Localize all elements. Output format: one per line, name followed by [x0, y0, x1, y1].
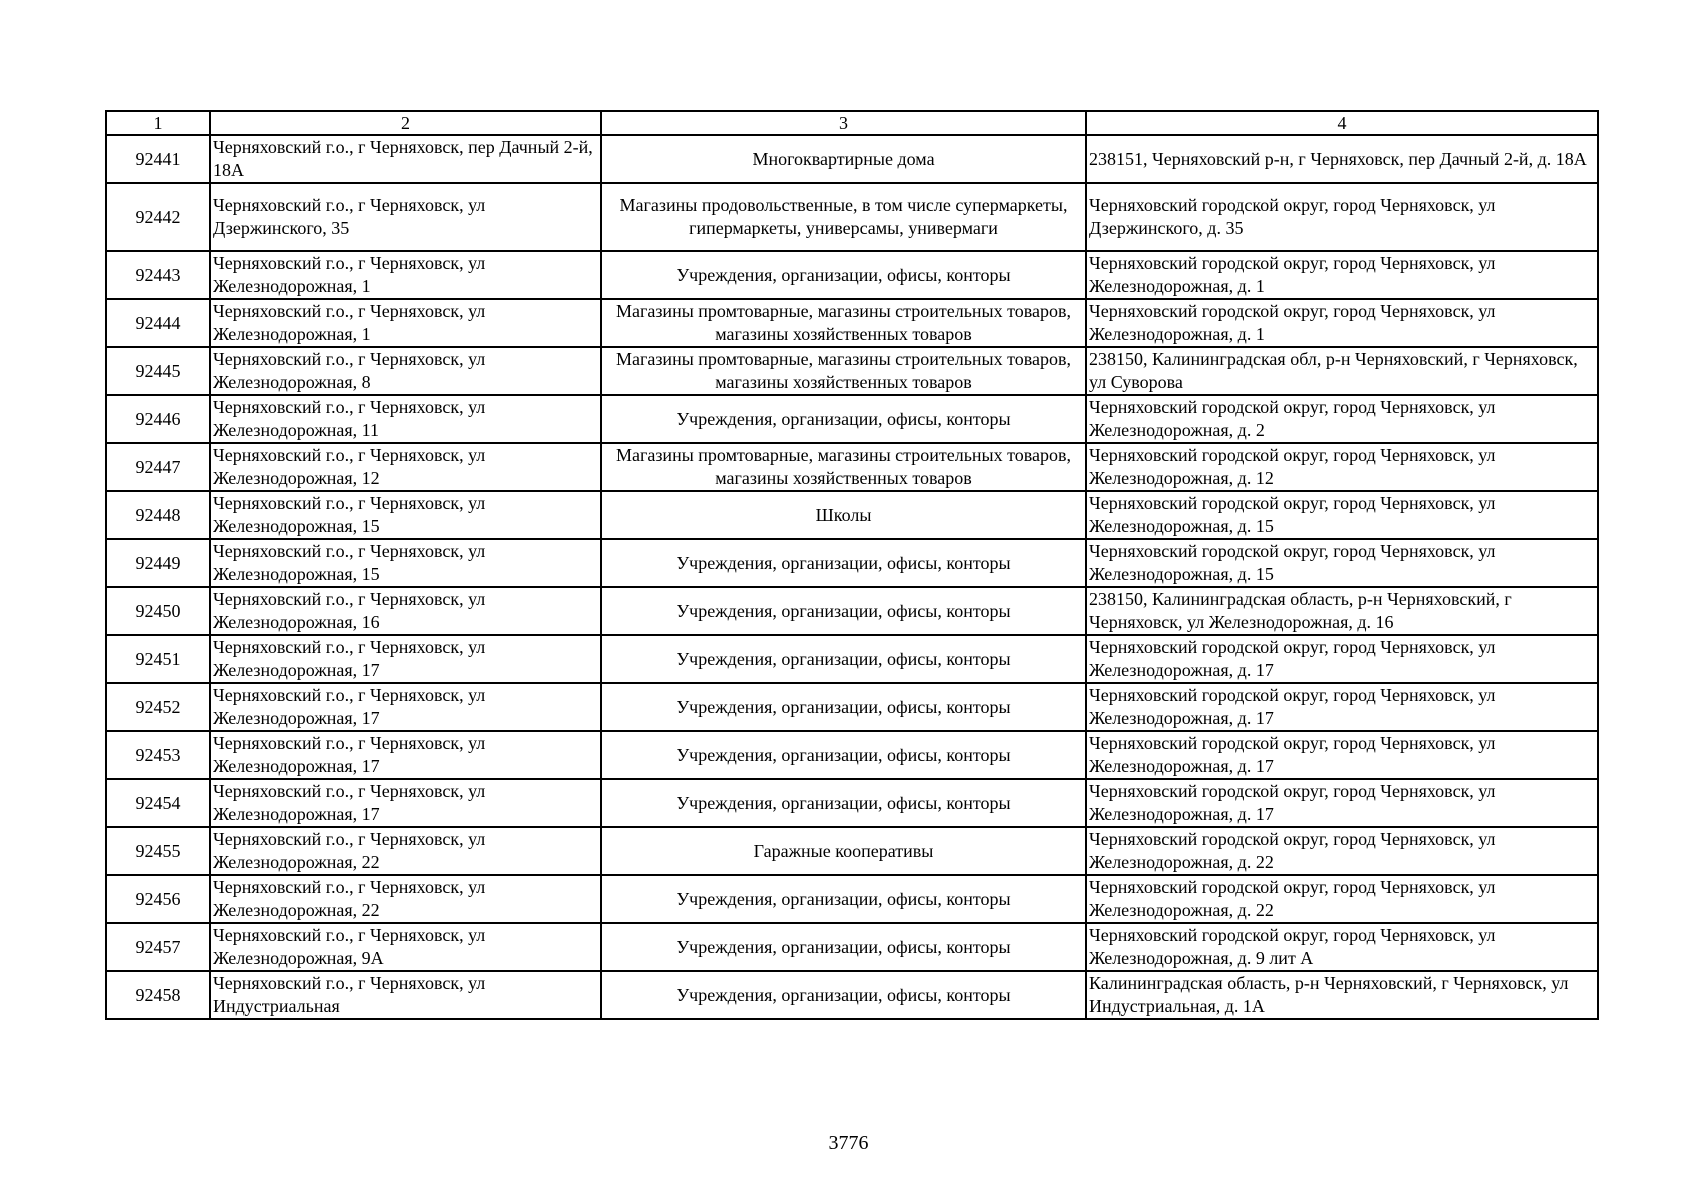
column-header-2: 2	[210, 111, 601, 135]
row-address-cell: Черняховский г.о., г Черняховск, ул Железнодорожная, 11	[210, 395, 601, 443]
row-object-type-cell: Учреждения, организации, офисы, конторы	[601, 683, 1086, 731]
row-address-cell: Черняховский г.о., г Черняховск, ул Железнодорожная, 1	[210, 251, 601, 299]
row-address-cell: Черняховский г.о., г Черняховск, ул Железнодорожная, 22	[210, 827, 601, 875]
row-full-address-cell: Черняховский городской округ, город Черняховск, ул Дзержинского, д. 35	[1086, 183, 1598, 251]
row-address-cell: Черняховский г.о., г Черняховск, ул Железнодорожная, 17	[210, 779, 601, 827]
table-row	[106, 443, 1598, 491]
table-row	[106, 923, 1598, 971]
row-id-cell: 92449	[106, 539, 210, 587]
row-id-cell: 92455	[106, 827, 210, 875]
table-row	[106, 135, 1598, 183]
row-object-type-cell: Гаражные кооперативы	[601, 827, 1086, 875]
row-full-address-cell: Черняховский городской округ, город Черняховск, ул Железнодорожная, д. 22	[1086, 827, 1598, 875]
table-row	[106, 347, 1598, 395]
row-address-cell: Черняховский г.о., г Черняховск, ул Железнодорожная, 17	[210, 635, 601, 683]
row-id-cell: 92452	[106, 683, 210, 731]
column-header-4: 4	[1086, 111, 1598, 135]
table-row	[106, 971, 1598, 1019]
row-address-cell: Черняховский г.о., г Черняховск, ул Железнодорожная, 9А	[210, 923, 601, 971]
row-address-cell: Черняховский г.о., г Черняховск, пер Дачный 2-й, 18А	[210, 135, 601, 183]
row-id-cell: 92448	[106, 491, 210, 539]
row-address-cell: Черняховский г.о., г Черняховск, ул Дзержинского, 35	[210, 183, 601, 251]
row-id-cell: 92446	[106, 395, 210, 443]
row-id-cell: 92450	[106, 587, 210, 635]
row-full-address-cell: Черняховский городской округ, город Черняховск, ул Железнодорожная, д. 17	[1086, 635, 1598, 683]
row-full-address-cell: Черняховский городской округ, город Черняховск, ул Железнодорожная, д. 15	[1086, 491, 1598, 539]
row-id-cell: 92453	[106, 731, 210, 779]
row-id-cell: 92458	[106, 971, 210, 1019]
row-full-address-cell: Черняховский городской округ, город Черняховск, ул Железнодорожная, д. 17	[1086, 779, 1598, 827]
row-object-type-cell: Магазины промтоварные, магазины строительных товаров, магазины хозяйственных товаров	[601, 299, 1086, 347]
row-object-type-cell: Учреждения, организации, офисы, конторы	[601, 971, 1086, 1019]
row-full-address-cell: Черняховский городской округ, город Черняховск, ул Железнодорожная, д. 15	[1086, 539, 1598, 587]
column-header-3: 3	[601, 111, 1086, 135]
column-header-1: 1	[106, 111, 210, 135]
row-address-cell: Черняховский г.о., г Черняховск, ул Железнодорожная, 15	[210, 539, 601, 587]
row-object-type-cell: Школы	[601, 491, 1086, 539]
row-id-cell: 92451	[106, 635, 210, 683]
row-id-cell: 92441	[106, 135, 210, 183]
row-object-type-cell: Учреждения, организации, офисы, конторы	[601, 779, 1086, 827]
table-row	[106, 491, 1598, 539]
row-id-cell: 92442	[106, 183, 210, 251]
table-row	[106, 183, 1598, 251]
row-id-cell: 92447	[106, 443, 210, 491]
table-header-row	[106, 111, 1598, 135]
row-full-address-cell: 238150, Калининградская область, р-н Черняховский, г Черняховск, ул Железнодорожная, д. 16	[1086, 587, 1598, 635]
row-address-cell: Черняховский г.о., г Черняховск, ул Железнодорожная, 17	[210, 731, 601, 779]
row-object-type-cell: Учреждения, организации, офисы, конторы	[601, 395, 1086, 443]
row-id-cell: 92457	[106, 923, 210, 971]
row-full-address-cell: Черняховский городской округ, город Черняховск, ул Железнодорожная, д. 12	[1086, 443, 1598, 491]
row-id-cell: 92445	[106, 347, 210, 395]
table-row	[106, 779, 1598, 827]
row-full-address-cell: Черняховский городской округ, город Черняховск, ул Железнодорожная, д. 1	[1086, 299, 1598, 347]
row-address-cell: Черняховский г.о., г Черняховск, ул Железнодорожная, 1	[210, 299, 601, 347]
row-object-type-cell: Магазины промтоварные, магазины строительных товаров, магазины хозяйственных товаров	[601, 443, 1086, 491]
table-row	[106, 299, 1598, 347]
row-object-type-cell: Магазины промтоварные, магазины строительных товаров, магазины хозяйственных товаров	[601, 347, 1086, 395]
row-address-cell: Черняховский г.о., г Черняховск, ул Железнодорожная, 12	[210, 443, 601, 491]
registry-table	[105, 110, 1599, 1020]
row-id-cell: 92456	[106, 875, 210, 923]
row-object-type-cell: Учреждения, организации, офисы, конторы	[601, 539, 1086, 587]
row-object-type-cell: Учреждения, организации, офисы, конторы	[601, 923, 1086, 971]
row-object-type-cell: Многоквартирные дома	[601, 135, 1086, 183]
row-address-cell: Черняховский г.о., г Черняховск, ул Железнодорожная, 15	[210, 491, 601, 539]
row-id-cell: 92454	[106, 779, 210, 827]
row-full-address-cell: Черняховский городской округ, город Черняховск, ул Железнодорожная, д. 17	[1086, 731, 1598, 779]
row-object-type-cell: Учреждения, организации, офисы, конторы	[601, 731, 1086, 779]
row-full-address-cell: Черняховский городской округ, город Черняховск, ул Железнодорожная, д. 9 лит А	[1086, 923, 1598, 971]
table-row	[106, 539, 1598, 587]
row-object-type-cell: Учреждения, организации, офисы, конторы	[601, 635, 1086, 683]
table-row	[106, 683, 1598, 731]
table-row	[106, 875, 1598, 923]
row-id-cell: 92444	[106, 299, 210, 347]
row-address-cell: Черняховский г.о., г Черняховск, ул Железнодорожная, 22	[210, 875, 601, 923]
row-object-type-cell: Учреждения, организации, офисы, конторы	[601, 875, 1086, 923]
row-address-cell: Черняховский г.о., г Черняховск, ул Железнодорожная, 16	[210, 587, 601, 635]
row-full-address-cell: 238150, Калининградская обл, р-н Черняховский, г Черняховск, ул Суворова	[1086, 347, 1598, 395]
row-id-cell: 92443	[106, 251, 210, 299]
row-object-type-cell: Магазины продовольственные, в том числе супермаркеты, гипермаркеты, универсамы, универмаги	[601, 183, 1086, 251]
page-number: 3776	[828, 1132, 869, 1154]
table-row	[106, 731, 1598, 779]
row-object-type-cell: Учреждения, организации, офисы, конторы	[601, 251, 1086, 299]
table-row	[106, 587, 1598, 635]
row-full-address-cell: Калининградская область, р-н Черняховский, г Черняховск, ул Индустриальная, д. 1А	[1086, 971, 1598, 1019]
row-full-address-cell: Черняховский городской округ, город Черняховск, ул Железнодорожная, д. 17	[1086, 683, 1598, 731]
table-row	[106, 251, 1598, 299]
row-full-address-cell: Черняховский городской округ, город Черняховск, ул Железнодорожная, д. 2	[1086, 395, 1598, 443]
row-address-cell: Черняховский г.о., г Черняховск, ул Железнодорожная, 17	[210, 683, 601, 731]
table-row	[106, 635, 1598, 683]
row-object-type-cell: Учреждения, организации, офисы, конторы	[601, 587, 1086, 635]
row-address-cell: Черняховский г.о., г Черняховск, ул Индустриальная	[210, 971, 601, 1019]
row-full-address-cell: Черняховский городской округ, город Черняховск, ул Железнодорожная, д. 22	[1086, 875, 1598, 923]
row-address-cell: Черняховский г.о., г Черняховск, ул Железнодорожная, 8	[210, 347, 601, 395]
table-row	[106, 827, 1598, 875]
row-full-address-cell: Черняховский городской округ, город Черняховск, ул Железнодорожная, д. 1	[1086, 251, 1598, 299]
table-row	[106, 395, 1598, 443]
row-full-address-cell: 238151, Черняховский р-н, г Черняховск, пер Дачный 2-й, д. 18А	[1086, 135, 1598, 183]
